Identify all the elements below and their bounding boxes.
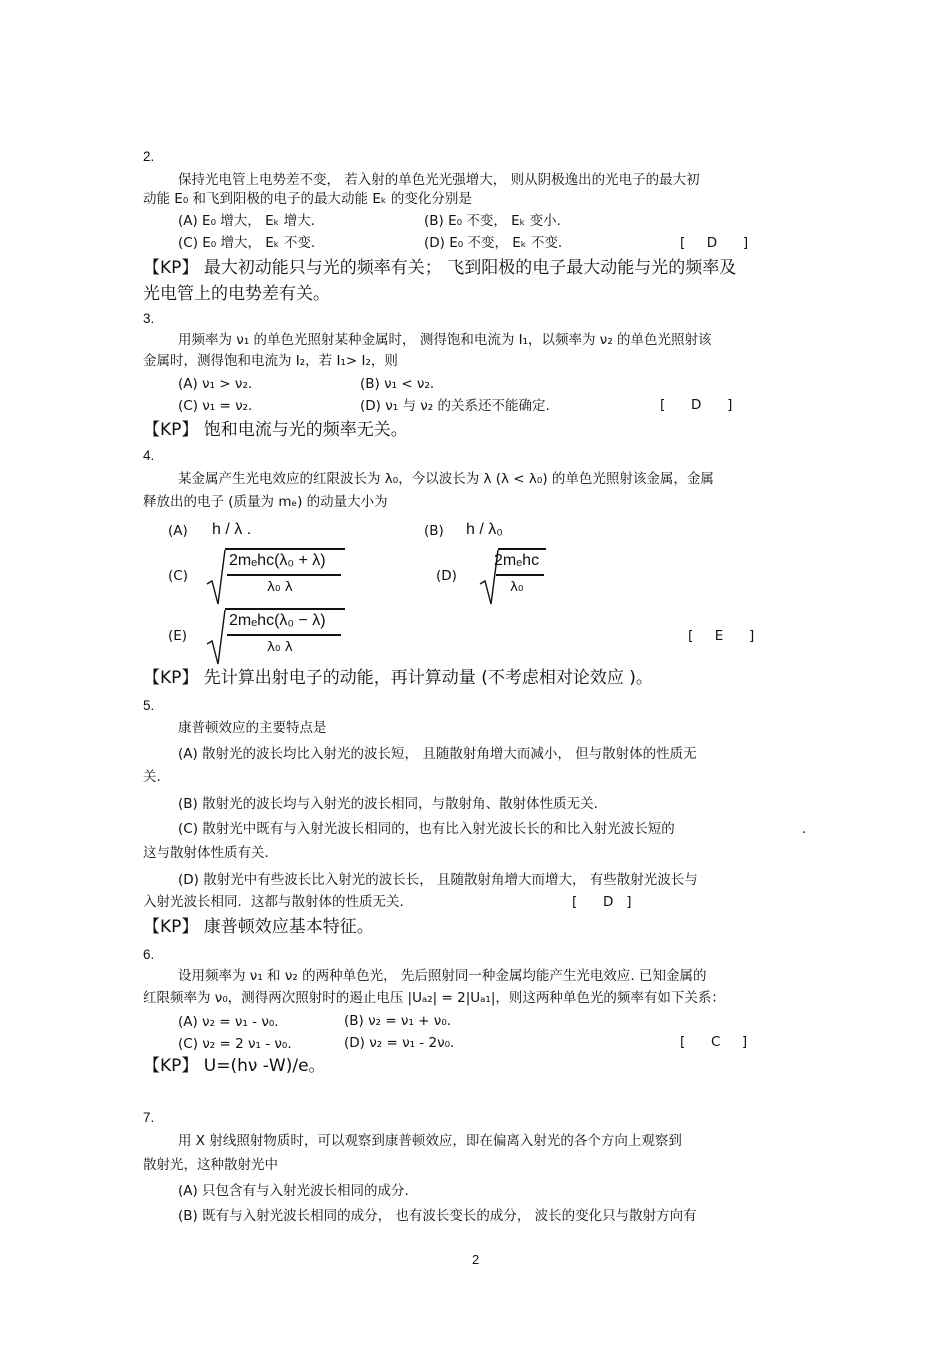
q7-stem-line2: 散射光，这种散射光中 <box>143 1157 278 1173</box>
page-number: 2 <box>472 1252 480 1267</box>
q2-number: 2. <box>143 149 155 164</box>
q5-option-b: (B) 散射光的波长均与入射光的波长相同，与散射角、散射体性质无关. <box>178 796 598 812</box>
q2-option-c: (C) E₀ 增大， Eₖ 不变. <box>178 235 316 251</box>
q6-option-b: (B) ν₂ = ν₁ + ν₀. <box>344 1013 452 1029</box>
q6-stem-line1: 设用频率为 ν₁ 和 ν₂ 的两种单色光， 先后照射同一种金属均能产生光电效应. 已知金属的 <box>178 968 707 984</box>
q2-option-a: (A) E₀ 增大， Eₖ 增大. <box>178 213 315 229</box>
q3-stem-line2: 金属时，测得饱和电流为 I₂，若 I₁> I₂，则 <box>143 353 398 369</box>
q4-key-point: 【KP】 先计算出射电子的动能，再计算动量 (不考虑相对论效应 )。 <box>143 668 653 688</box>
q2-stem-line2: 动能 E₀ 和飞到阳极的电子的最大动能 Eₖ 的变化分别是 <box>143 191 472 207</box>
q2-answer: [ D ] <box>680 235 749 251</box>
q4-stem-line2: 释放出的电子 (质量为 mₑ) 的动量大小为 <box>143 494 388 510</box>
q4-option-b-label: (B) <box>424 523 444 539</box>
sqrt-icon <box>205 608 227 666</box>
q7-stem-line1: 用 X 射线照射物质时，可以观察到康普顿效应，即在偏离入射光的各个方向上观察到 <box>178 1133 682 1149</box>
q2-stem-line1: 保持光电管上电势差不变， 若入射的单色光光强增大， 则从阴极逸出的光电子的最大初 <box>178 172 700 188</box>
q4-option-c-formula <box>205 548 345 606</box>
q4-number: 4. <box>143 448 155 463</box>
q5-option-c-line2: 这与散射体性质有关. <box>143 845 269 861</box>
q6-answer: [ C ] <box>680 1034 748 1050</box>
q4-option-d-denominator: λ₀ <box>510 579 524 595</box>
q5-number: 5. <box>143 698 155 713</box>
q3-answer: [ D ] <box>660 397 733 413</box>
q3-number: 3. <box>143 311 155 326</box>
q4-answer: [ E ] <box>688 628 755 644</box>
q5-option-a-line1: (A) 散射光的波长均比入射光的波长短， 且随散射角增大而减小， 但与散射体的性质无 <box>178 746 697 762</box>
q4-option-e-numerator: 2mₑhc(λ₀ − λ) <box>229 612 326 629</box>
q3-stem-line1: 用频率为 ν₁ 的单色光照射某种金属时， 测得饱和电流为 I₁，以频率为 ν₂ 的单色光照射该 <box>178 332 712 348</box>
q3-option-a: (A) ν₁ > ν₂. <box>178 376 253 392</box>
q4-option-e-label: (E) <box>168 628 188 644</box>
q6-key-point: 【KP】 U=(hν -W)/e。 <box>143 1056 326 1076</box>
q4-option-e-denominator: λ₀ λ <box>267 639 293 655</box>
q5-stem: 康普顿效应的主要特点是 <box>178 720 327 736</box>
q6-number: 6. <box>143 947 155 962</box>
q4-stem-line1: 某金属产生光电效应的红限波长为 λ₀，今以波长为 λ (λ < λ₀) 的单色光照射该金属，金属 <box>178 471 714 487</box>
q7-option-a: (A) 只包含有与入射光波长相同的成分. <box>178 1183 409 1199</box>
q5-answer: [ D ] <box>572 894 632 910</box>
q7-option-b: (B) 既有与入射光波长相同的成分， 也有波长变长的成分， 波长的变化只与散射方向有 <box>178 1208 697 1224</box>
q2-option-d: (D) E₀ 不变， Eₖ 不变. <box>424 235 563 251</box>
q2-option-b: (B) E₀ 不变， Eₖ 变小. <box>424 213 561 229</box>
q3-option-c: (C) ν₁ = ν₂. <box>178 398 253 414</box>
q6-stem-line2: 红限频率为 ν₀，测得两次照射时的遏止电压 |Uₐ₂| = 2|Uₐ₁|，则这两种单色光的频率有如下关系： <box>143 990 725 1006</box>
q3-option-b: (B) ν₁ < ν₂. <box>360 376 435 392</box>
q4-option-c-numerator: 2mₑhc(λ₀ + λ) <box>229 552 326 569</box>
q6-option-d: (D) ν₂ = ν₁ - 2ν₀. <box>344 1035 455 1051</box>
q6-option-c: (C) ν₂ = 2 ν₁ - ν₀. <box>178 1036 292 1052</box>
q5-option-d-line1: (D) 散射光中有些波长比入射光的波长长， 且随散射角增大而增大， 有些散射光波长与 <box>178 872 698 888</box>
q5-option-c-line1: (C) 散射光中既有与入射光波长相同的，也有比入射光波长长的和比入射光波长短的 <box>178 821 675 837</box>
q4-option-c-denominator: λ₀ λ <box>267 579 293 595</box>
q4-option-c-label: (C) <box>168 568 188 584</box>
q4-option-a-label: (A) <box>168 523 188 539</box>
sqrt-icon <box>205 548 227 606</box>
q4-option-a: h / λ . <box>212 521 252 538</box>
q7-number: 7. <box>143 1110 155 1125</box>
q5-option-a-line2: 关. <box>143 769 161 785</box>
q4-option-d-numerator: 2mₑhc <box>494 552 540 569</box>
q4-option-d-label: (D) <box>436 568 457 584</box>
q5-key-point: 【KP】 康普顿效应基本特征。 <box>143 917 374 937</box>
q2-key-point-line2: 光电管上的电势差有关。 <box>143 284 330 304</box>
q6-option-a: (A) ν₂ = ν₁ - ν₀. <box>178 1014 279 1030</box>
q4-option-d-formula <box>478 548 548 606</box>
q5-option-c-line1-end: . <box>802 821 807 837</box>
q4-option-e-formula <box>205 608 345 666</box>
q5-option-d-line2: 入射光波长相同．这都与散射体的性质无关. <box>143 894 404 910</box>
q3-option-d: (D) ν₁ 与 ν₂ 的关系还不能确定. <box>360 398 550 414</box>
q3-key-point: 【KP】 饱和电流与光的频率无关。 <box>143 420 408 440</box>
q4-option-b: h / λ₀ <box>466 521 503 538</box>
q2-key-point-line1: 【KP】 最大初动能只与光的频率有关； 飞到阳极的电子最大动能与光的频率及 <box>143 258 737 278</box>
